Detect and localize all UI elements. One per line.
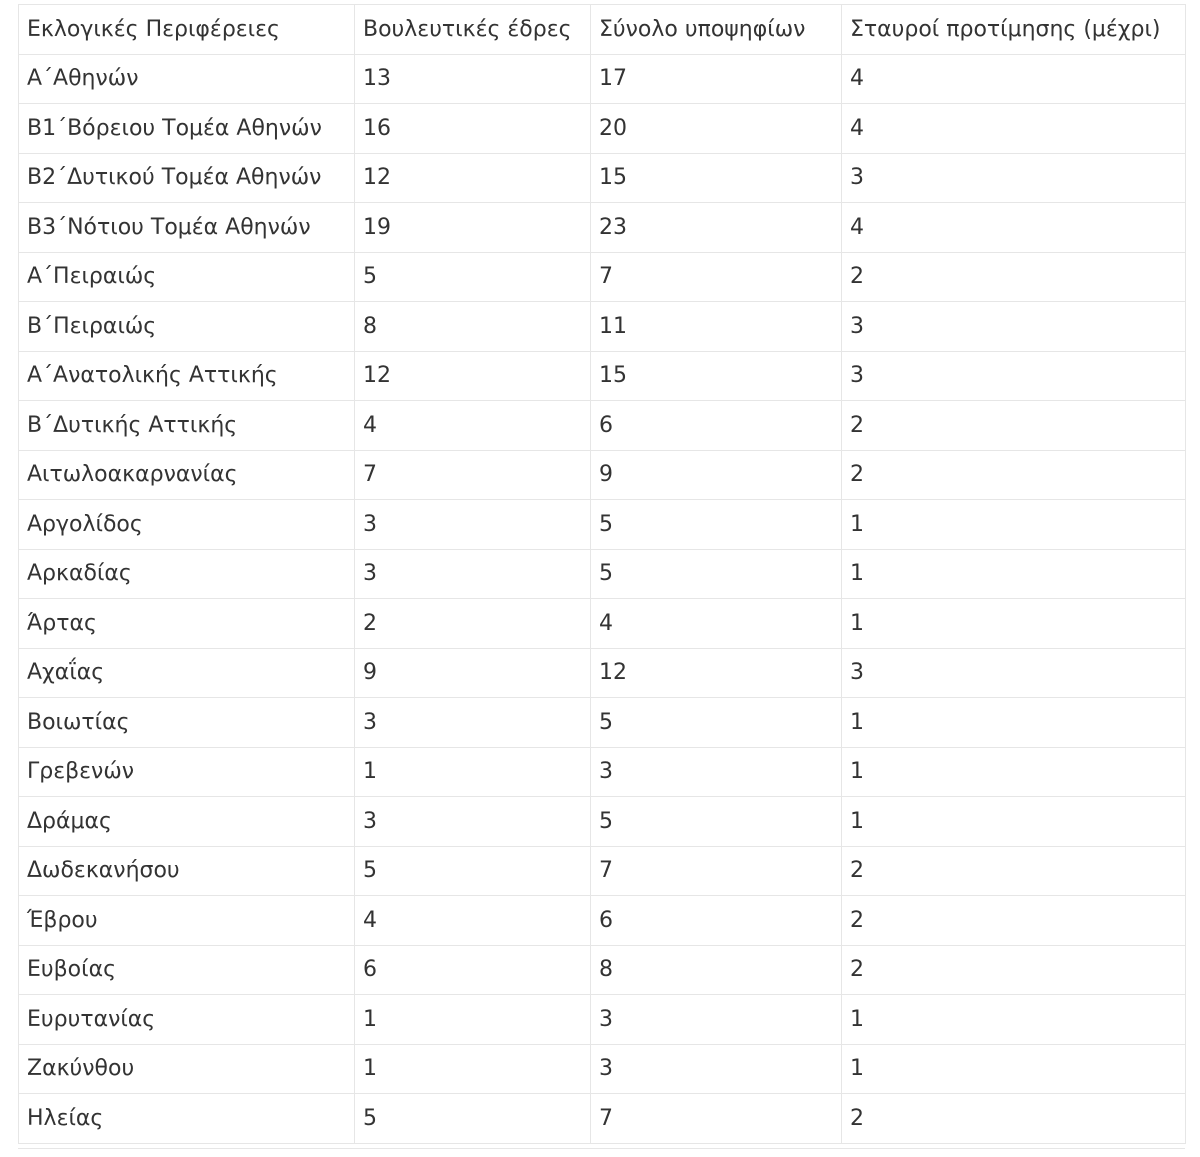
cell-candidates: 15 <box>591 153 842 203</box>
cell-preference-votes: 1 <box>842 995 1186 1045</box>
table-row <box>19 500 1186 550</box>
table-row <box>19 797 1186 847</box>
cell-candidates: 7 <box>591 846 842 896</box>
cell-preference-votes: 1 <box>842 698 1186 748</box>
table-row <box>19 846 1186 896</box>
cell-seats: 1 <box>355 995 591 1045</box>
cell-candidates: 5 <box>591 500 842 550</box>
cell-candidates: 5 <box>591 698 842 748</box>
cell-district: Αιτωλοακαρνανίας <box>19 450 355 500</box>
cell-preference-votes: 3 <box>842 648 1186 698</box>
cell-candidates: 6 <box>591 401 842 451</box>
cell-seats: 4 <box>355 896 591 946</box>
cell-preference-votes: 2 <box>842 846 1186 896</box>
cell-seats: 12 <box>355 351 591 401</box>
cell-seats: 3 <box>355 698 591 748</box>
cell-preference-votes: 4 <box>842 104 1186 154</box>
cell-district: Αρκαδίας <box>19 549 355 599</box>
cell-seats: 13 <box>355 54 591 104</box>
electoral-districts-table <box>18 4 1186 1144</box>
cell-district: Ηλείας <box>19 1094 355 1144</box>
cell-district: Β3΄Νότιου Τομέα Αθηνών <box>19 203 355 253</box>
table-row <box>19 599 1186 649</box>
cell-candidates: 9 <box>591 450 842 500</box>
cell-preference-votes: 1 <box>842 747 1186 797</box>
cell-candidates: 3 <box>591 1044 842 1094</box>
cell-district: Γρεβενών <box>19 747 355 797</box>
table-row <box>19 351 1186 401</box>
cell-district: Άρτας <box>19 599 355 649</box>
cell-seats: 19 <box>355 203 591 253</box>
cell-seats: 12 <box>355 153 591 203</box>
cell-district: Δράμας <box>19 797 355 847</box>
cell-district: Αχαΐας <box>19 648 355 698</box>
cell-preference-votes: 1 <box>842 1044 1186 1094</box>
table-row <box>19 995 1186 1045</box>
cell-seats: 3 <box>355 500 591 550</box>
column-header-candidates: Σύνολο υποψηφίων <box>591 5 842 55</box>
cell-preference-votes: 3 <box>842 302 1186 352</box>
table-row <box>19 54 1186 104</box>
cell-district: Ευρυτανίας <box>19 995 355 1045</box>
cell-candidates: 8 <box>591 945 842 995</box>
table-header <box>19 5 1186 55</box>
table-row <box>19 1094 1186 1144</box>
cell-preference-votes: 2 <box>842 401 1186 451</box>
cell-candidates: 7 <box>591 1094 842 1144</box>
column-header-seats: Βουλευτικές έδρες <box>355 5 591 55</box>
cell-seats: 1 <box>355 747 591 797</box>
table-row <box>19 401 1186 451</box>
cell-preference-votes: 2 <box>842 450 1186 500</box>
cell-district: Β2΄Δυτικού Τομέα Αθηνών <box>19 153 355 203</box>
column-header-district: Εκλογικές Περιφέρειες <box>19 5 355 55</box>
cell-preference-votes: 4 <box>842 54 1186 104</box>
cell-seats: 5 <box>355 1094 591 1144</box>
cell-seats: 1 <box>355 1044 591 1094</box>
cell-district: Δωδεκανήσου <box>19 846 355 896</box>
table-row <box>19 896 1186 946</box>
cell-candidates: 20 <box>591 104 842 154</box>
cell-preference-votes: 1 <box>842 599 1186 649</box>
cell-district: Ζακύνθου <box>19 1044 355 1094</box>
cell-candidates: 17 <box>591 54 842 104</box>
table-row <box>19 747 1186 797</box>
cell-district: Α΄Πειραιώς <box>19 252 355 302</box>
cell-seats: 3 <box>355 797 591 847</box>
table-row <box>19 203 1186 253</box>
cell-candidates: 5 <box>591 549 842 599</box>
table-body <box>19 54 1186 1143</box>
cell-seats: 6 <box>355 945 591 995</box>
table-row <box>19 1044 1186 1094</box>
cell-district: Β1΄Βόρειου Τομέα Αθηνών <box>19 104 355 154</box>
table-row <box>19 153 1186 203</box>
cell-seats: 9 <box>355 648 591 698</box>
cell-preference-votes: 4 <box>842 203 1186 253</box>
cell-candidates: 3 <box>591 995 842 1045</box>
header-row <box>19 5 1186 55</box>
cell-seats: 5 <box>355 846 591 896</box>
cell-candidates: 7 <box>591 252 842 302</box>
cell-preference-votes: 1 <box>842 500 1186 550</box>
cell-seats: 4 <box>355 401 591 451</box>
cell-seats: 2 <box>355 599 591 649</box>
table-row <box>19 549 1186 599</box>
cell-preference-votes: 2 <box>842 252 1186 302</box>
cell-candidates: 3 <box>591 747 842 797</box>
cell-seats: 3 <box>355 549 591 599</box>
cell-district: Α΄Ανατολικής Αττικής <box>19 351 355 401</box>
column-header-preference-votes: Σταυροί προτίμησης (μέχρι) <box>842 5 1186 55</box>
cell-candidates: 23 <box>591 203 842 253</box>
cell-candidates: 15 <box>591 351 842 401</box>
cell-seats: 7 <box>355 450 591 500</box>
cell-preference-votes: 3 <box>842 153 1186 203</box>
cell-seats: 8 <box>355 302 591 352</box>
cell-district: Ευβοίας <box>19 945 355 995</box>
cell-candidates: 12 <box>591 648 842 698</box>
cell-district: Α΄Αθηνών <box>19 54 355 104</box>
table-row <box>19 450 1186 500</box>
cell-district: Βοιωτίας <box>19 698 355 748</box>
cell-seats: 16 <box>355 104 591 154</box>
table-row <box>19 104 1186 154</box>
cell-candidates: 6 <box>591 896 842 946</box>
cell-district: Αργολίδος <box>19 500 355 550</box>
cell-preference-votes: 2 <box>842 896 1186 946</box>
cell-preference-votes: 2 <box>842 945 1186 995</box>
cell-preference-votes: 1 <box>842 797 1186 847</box>
electoral-districts-table-container <box>18 4 1185 1144</box>
table-row <box>19 252 1186 302</box>
table-row <box>19 698 1186 748</box>
cell-preference-votes: 2 <box>842 1094 1186 1144</box>
table-row <box>19 302 1186 352</box>
cell-district: Β΄Πειραιώς <box>19 302 355 352</box>
table-row <box>19 648 1186 698</box>
table-row <box>19 945 1186 995</box>
cell-district: Β΄Δυτικής Αττικής <box>19 401 355 451</box>
cell-candidates: 11 <box>591 302 842 352</box>
cell-preference-votes: 3 <box>842 351 1186 401</box>
cell-preference-votes: 1 <box>842 549 1186 599</box>
cell-district: Έβρου <box>19 896 355 946</box>
cell-seats: 5 <box>355 252 591 302</box>
cell-candidates: 5 <box>591 797 842 847</box>
cell-candidates: 4 <box>591 599 842 649</box>
